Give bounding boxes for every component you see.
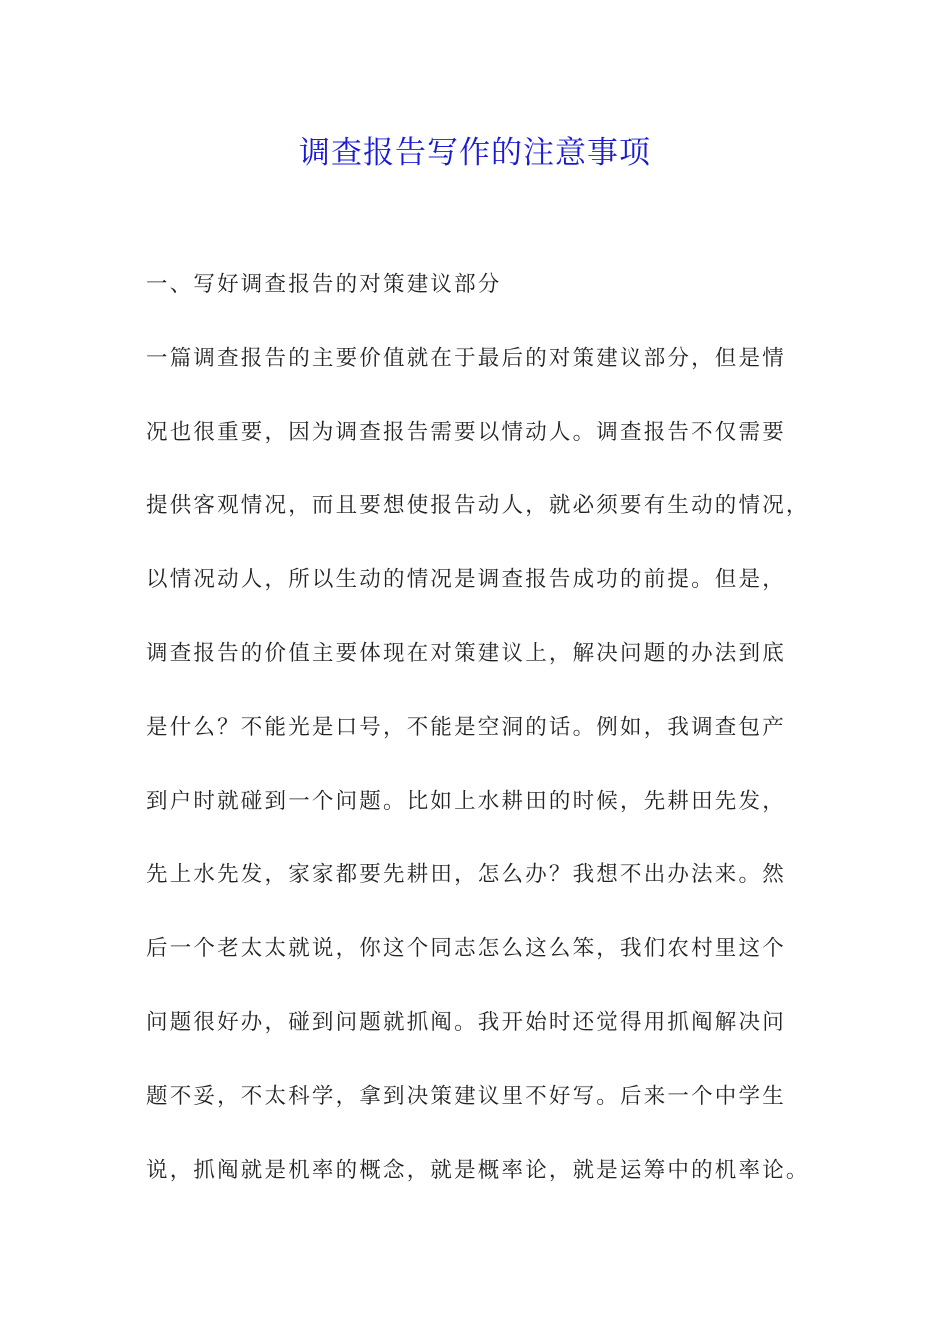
paragraph-line: 问题很好办，碰到问题就抓阄。我开始时还觉得用抓阄解决问	[146, 1009, 786, 1035]
paragraph-line: 后一个老太太就说，你这个同志怎么这么笨，我们农村里这个	[146, 936, 786, 962]
paragraph-line: 况也很重要，因为调查报告需要以情动人。调查报告不仅需要	[146, 419, 786, 445]
paragraph-line: 题不妥，不太科学，拿到决策建议里不好写。后来一个中学生	[146, 1083, 786, 1109]
paragraph-line: 到户时就碰到一个问题。比如上水耕田的时候，先耕田先发，	[146, 788, 786, 814]
document-body	[146, 263, 816, 1222]
document-title: 调查报告写作的注意事项	[299, 135, 651, 171]
paragraph-line: 提供客观情况，而且要想使报告动人，就必须要有生动的情况，	[146, 493, 810, 519]
paragraph-line: 以情况动人，所以生动的情况是调查报告成功的前提。但是，	[146, 567, 786, 593]
section-heading: 一、写好调查报告的对策建议部分	[146, 272, 502, 297]
paragraph-line: 一篇调查报告的主要价值就在于最后的对策建议部分，但是情	[146, 345, 786, 371]
paragraph-line: 说，抓阄就是机率的概念，就是概率论，就是运筹中的机率论。	[146, 1157, 810, 1183]
paragraph-line: 先上水先发，家家都要先耕田，怎么办？我想不出办法来。然	[146, 862, 786, 888]
paragraph-line: 是什么？不能光是口号，不能是空洞的话。例如，我调查包产	[146, 714, 786, 740]
paragraph-line: 调查报告的价值主要体现在对策建议上，解决问题的办法到底	[146, 640, 786, 666]
